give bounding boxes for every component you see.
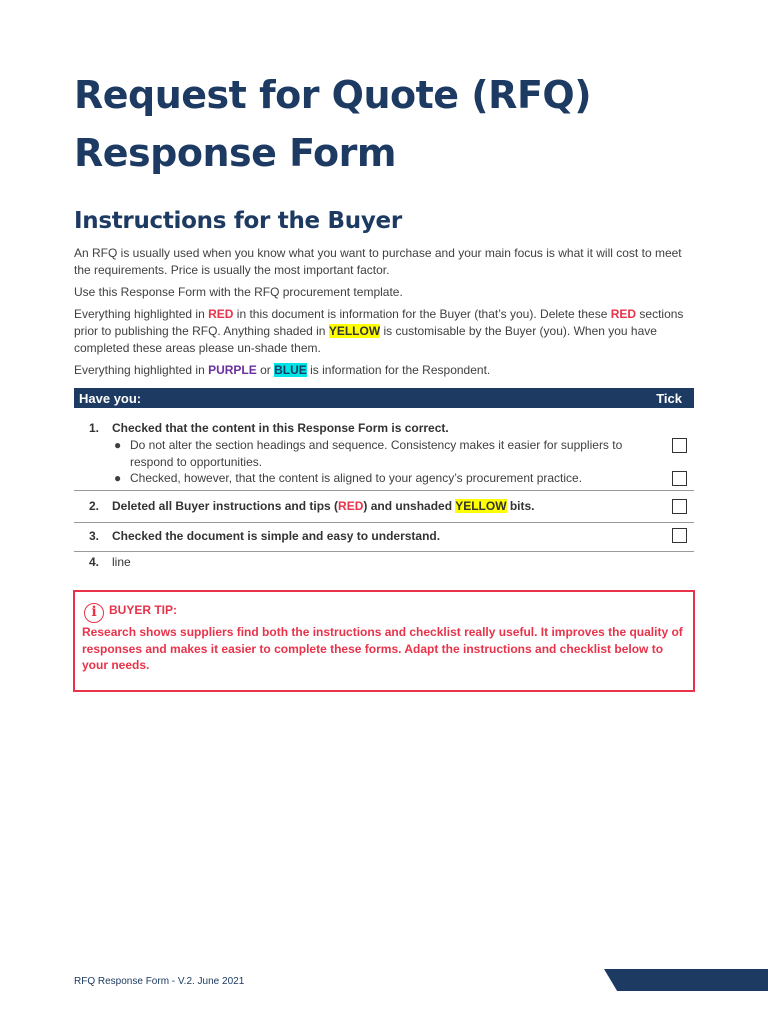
red-keyword: RED [208, 307, 234, 321]
document-title [74, 66, 694, 182]
bullet-icon: ● [114, 438, 122, 452]
item-text: Checked that the content in this Response Form is correct. [112, 421, 449, 435]
blue-keyword: BLUE [274, 363, 307, 377]
red-keyword: RED [338, 499, 364, 513]
item-number: 4. [89, 555, 100, 569]
checklist-header-label: Have you: [79, 390, 142, 406]
info-icon: i [84, 603, 104, 623]
item-number: 3. [89, 529, 100, 543]
checklist-row [74, 491, 694, 523]
title-line-2: Response Form [74, 131, 396, 175]
paragraph-rfq-usage: An RFQ is usually used when you know what you want to purchase and your main focus is what it will cost to meet the requirements. Price is usually the most important factor. [74, 246, 682, 277]
checklist-row [74, 523, 694, 552]
tick-checkbox[interactable] [672, 438, 687, 453]
paragraph-highlight-red: Everything highlighted in RED in this document is information for the Buyer (that’s you). Delete these RED sections prior to publishing the RFQ. Anything shaded in YELLOW is customisable by the Buyer (you). When you have completed these areas please un-shade them. [74, 307, 684, 355]
checklist-row [74, 408, 694, 491]
item-bullets [112, 437, 632, 487]
section-heading: Instructions for the Buyer [74, 208, 402, 234]
buyer-tip-title: BUYER TIP: [109, 603, 178, 617]
checklist-table [74, 388, 694, 576]
buyer-tip-box [73, 590, 695, 692]
red-keyword: RED [610, 307, 637, 321]
yellow-keyword: YELLOW [455, 499, 507, 513]
title-line-1: Request for Quote (RFQ) [74, 73, 592, 117]
purple-keyword: PURPLE [208, 363, 257, 377]
paragraph-highlight-respondent: Everything highlighted in PURPLE or BLUE is information for the Respondent. [74, 363, 491, 377]
item-text: Deleted all Buyer instructions and tips (RED) and unshaded YELLOW bits. [112, 499, 535, 513]
item-number: 1. [89, 421, 100, 435]
bullet-icon: ● [114, 471, 122, 485]
buyer-tip-body: Research shows suppliers find both the instructions and checklist really useful. It improves the quality of responses and makes it easier to complete these forms. Adapt the instructions and checklist below to your needs. [82, 625, 683, 672]
list-item: ● Do not alter the section headings and sequence. Consistency makes it easier for suppliers to respond to opportunities. [114, 438, 623, 469]
tick-checkbox[interactable] [672, 471, 687, 486]
tick-checkbox[interactable] [672, 499, 687, 514]
item-number: 2. [89, 499, 100, 513]
item-text: line [112, 555, 131, 569]
checklist-header [74, 388, 694, 408]
footer-band [604, 969, 768, 991]
paragraph-use-template: Use this Response Form with the RFQ procurement template. [74, 285, 403, 299]
checklist-row [74, 552, 694, 576]
yellow-keyword: YELLOW [328, 324, 381, 338]
item-text: Checked the document is simple and easy to understand. [112, 529, 441, 543]
checklist-header-tick: Tick [656, 390, 682, 406]
page-footer: RFQ Response Form - V.2. June 2021 [74, 976, 245, 987]
tick-checkbox[interactable] [672, 528, 687, 543]
list-item: ● Checked, however, that the content is aligned to your agency’s procurement practice. [114, 471, 583, 485]
